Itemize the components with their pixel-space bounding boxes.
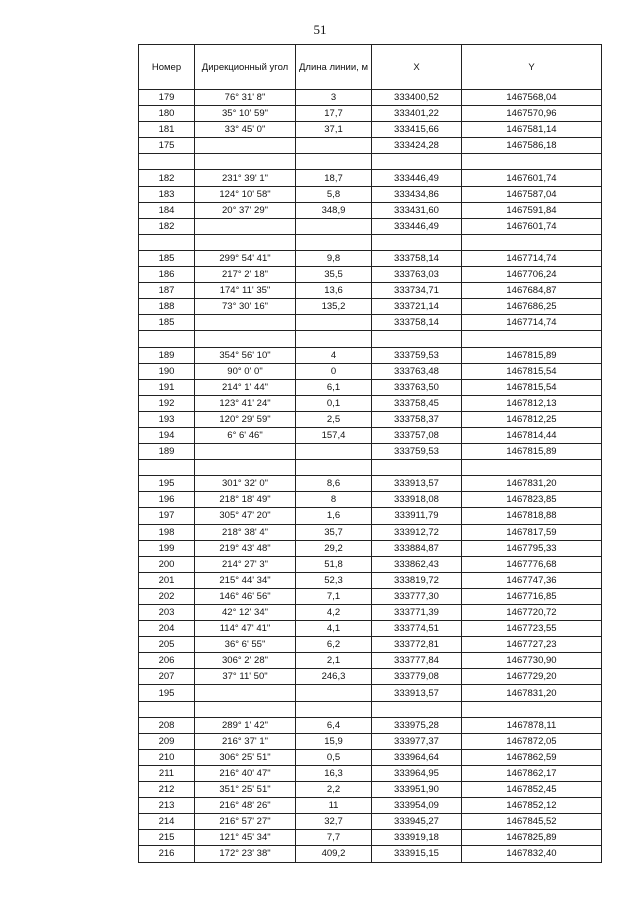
cell-bearing: 114° 47' 41"	[195, 621, 296, 637]
cell-x: 333777,84	[372, 653, 462, 669]
table-row	[139, 733, 602, 749]
cell-number: 202	[139, 588, 195, 604]
cell-y: 1467818,88	[462, 508, 602, 524]
cell-bearing: 351° 25' 51"	[195, 782, 296, 798]
cell-length: 246,3	[296, 669, 372, 685]
cell-y: 1467812,13	[462, 395, 602, 411]
cell-length: 15,9	[296, 733, 372, 749]
table-body	[139, 90, 602, 863]
cell-bearing: 73° 30' 16"	[195, 299, 296, 315]
cell-number: 190	[139, 363, 195, 379]
cell-x: 333945,27	[372, 814, 462, 830]
cell-number: 179	[139, 90, 195, 106]
cell-length: 11	[296, 798, 372, 814]
cell-bearing	[195, 234, 296, 250]
cell-y: 1467727,23	[462, 637, 602, 653]
table-row	[139, 411, 602, 427]
table-row	[139, 540, 602, 556]
cell-y	[462, 234, 602, 250]
cell-bearing: 6° 6' 46"	[195, 427, 296, 443]
cell-x: 333759,53	[372, 347, 462, 363]
cell-number	[139, 234, 195, 250]
cell-y: 1467823,85	[462, 492, 602, 508]
table-row	[139, 653, 602, 669]
cell-bearing	[195, 218, 296, 234]
cell-x: 333434,86	[372, 186, 462, 202]
cell-bearing	[195, 138, 296, 154]
cell-y: 1467714,74	[462, 250, 602, 266]
cell-x: 333964,64	[372, 749, 462, 765]
cell-y: 1467723,55	[462, 621, 602, 637]
table-row	[139, 572, 602, 588]
cell-bearing: 305° 47' 20"	[195, 508, 296, 524]
table-row	[139, 170, 602, 186]
cell-number: 215	[139, 830, 195, 846]
table-row	[139, 717, 602, 733]
cell-bearing: 299° 54' 41"	[195, 250, 296, 266]
cell-number: 201	[139, 572, 195, 588]
cell-bearing: 37° 11' 50"	[195, 669, 296, 685]
cell-number	[139, 331, 195, 347]
cell-x: 333763,50	[372, 379, 462, 395]
cell-number: 195	[139, 476, 195, 492]
cell-y: 1467852,12	[462, 798, 602, 814]
cell-y: 1467586,18	[462, 138, 602, 154]
cell-x: 333884,87	[372, 540, 462, 556]
cell-length: 0,5	[296, 749, 372, 765]
cell-y: 1467814,44	[462, 427, 602, 443]
cell-number: 205	[139, 637, 195, 653]
cell-bearing: 174° 11' 35"	[195, 283, 296, 299]
cell-bearing: 90° 0' 0"	[195, 363, 296, 379]
cell-number: 183	[139, 186, 195, 202]
cell-y: 1467720,72	[462, 605, 602, 621]
table-row	[139, 299, 602, 315]
cell-x: 333721,14	[372, 299, 462, 315]
table-row	[139, 621, 602, 637]
cell-x: 333446,49	[372, 170, 462, 186]
cell-number: 197	[139, 508, 195, 524]
cell-x	[372, 460, 462, 476]
cell-number: 193	[139, 411, 195, 427]
cell-y: 1467817,59	[462, 524, 602, 540]
cell-y: 1467852,45	[462, 782, 602, 798]
cell-bearing: 124° 10' 58"	[195, 186, 296, 202]
cell-bearing: 301° 32' 0"	[195, 476, 296, 492]
cell-y: 1467812,25	[462, 411, 602, 427]
cell-number: 186	[139, 267, 195, 283]
cell-number: 189	[139, 444, 195, 460]
table-row	[139, 106, 602, 122]
table-row	[139, 701, 602, 717]
cell-y: 1467570,96	[462, 106, 602, 122]
page-number: 51	[313, 22, 327, 37]
cell-y	[462, 701, 602, 717]
cell-length: 8,6	[296, 476, 372, 492]
cell-bearing: 120° 29' 59"	[195, 411, 296, 427]
table-row	[139, 830, 602, 846]
cell-number: 185	[139, 250, 195, 266]
cell-number: 214	[139, 814, 195, 830]
cell-length: 6,1	[296, 379, 372, 395]
table-header	[139, 45, 602, 90]
cell-number: 213	[139, 798, 195, 814]
cell-x: 333977,37	[372, 733, 462, 749]
cell-number: 195	[139, 685, 195, 701]
cell-x: 333758,45	[372, 395, 462, 411]
cell-length	[296, 685, 372, 701]
cell-number: 212	[139, 782, 195, 798]
cell-bearing	[195, 685, 296, 701]
cell-bearing	[195, 460, 296, 476]
table-row	[139, 749, 602, 765]
table-row	[139, 605, 602, 621]
cell-x: 333757,08	[372, 427, 462, 443]
cell-y: 1467714,74	[462, 315, 602, 331]
cell-length: 3	[296, 90, 372, 106]
cell-x: 333779,08	[372, 669, 462, 685]
cell-x	[372, 331, 462, 347]
cell-number: 192	[139, 395, 195, 411]
cell-x: 333415,66	[372, 122, 462, 138]
cell-bearing: 216° 48' 26"	[195, 798, 296, 814]
cell-number	[139, 154, 195, 170]
cell-x: 333954,09	[372, 798, 462, 814]
cell-x: 333401,22	[372, 106, 462, 122]
cell-x: 333758,14	[372, 315, 462, 331]
table-row	[139, 427, 602, 443]
cell-length: 409,2	[296, 846, 372, 862]
cell-y: 1467587,04	[462, 186, 602, 202]
cell-number: 216	[139, 846, 195, 862]
cell-number	[139, 701, 195, 717]
header-row	[139, 45, 602, 90]
cell-length: 4	[296, 347, 372, 363]
table-row	[139, 588, 602, 604]
cell-bearing: 231° 39' 1"	[195, 170, 296, 186]
cell-length: 7,7	[296, 830, 372, 846]
column-header-x: X	[372, 45, 462, 90]
cell-length: 29,2	[296, 540, 372, 556]
cell-length: 16,3	[296, 765, 372, 781]
cell-length: 9,8	[296, 250, 372, 266]
cell-y	[462, 331, 602, 347]
cell-number: 182	[139, 218, 195, 234]
cell-x: 333400,52	[372, 90, 462, 106]
cell-bearing	[195, 444, 296, 460]
cell-x: 333911,79	[372, 508, 462, 524]
cell-x: 333758,37	[372, 411, 462, 427]
cell-x: 333913,57	[372, 476, 462, 492]
cell-bearing: 306° 25' 51"	[195, 749, 296, 765]
cell-number: 210	[139, 749, 195, 765]
cell-y: 1467601,74	[462, 170, 602, 186]
table-row	[139, 782, 602, 798]
cell-length: 35,7	[296, 524, 372, 540]
cell-y: 1467686,25	[462, 299, 602, 315]
cell-bearing: 216° 57' 27"	[195, 814, 296, 830]
cell-bearing: 42° 12' 34"	[195, 605, 296, 621]
cell-y: 1467825,89	[462, 830, 602, 846]
cell-length: 4,1	[296, 621, 372, 637]
table-row	[139, 460, 602, 476]
cell-y: 1467815,54	[462, 379, 602, 395]
coordinates-table	[138, 44, 602, 863]
cell-y: 1467872,05	[462, 733, 602, 749]
table-row	[139, 315, 602, 331]
cell-x: 333975,28	[372, 717, 462, 733]
cell-length: 8	[296, 492, 372, 508]
table-row	[139, 90, 602, 106]
cell-x	[372, 701, 462, 717]
cell-y: 1467878,11	[462, 717, 602, 733]
cell-number: 200	[139, 556, 195, 572]
cell-length: 135,2	[296, 299, 372, 315]
cell-bearing: 146° 46' 56"	[195, 588, 296, 604]
cell-length: 13,6	[296, 283, 372, 299]
cell-bearing	[195, 154, 296, 170]
cell-number: 198	[139, 524, 195, 540]
table-row	[139, 508, 602, 524]
cell-number: 185	[139, 315, 195, 331]
cell-y	[462, 460, 602, 476]
cell-bearing: 218° 18' 49"	[195, 492, 296, 508]
cell-length	[296, 701, 372, 717]
cell-number: 184	[139, 202, 195, 218]
cell-x	[372, 234, 462, 250]
cell-number: 189	[139, 347, 195, 363]
cell-length: 0	[296, 363, 372, 379]
cell-bearing: 215° 44' 34"	[195, 572, 296, 588]
cell-length: 37,1	[296, 122, 372, 138]
cell-length: 52,3	[296, 572, 372, 588]
cell-bearing: 218° 38' 4"	[195, 524, 296, 540]
cell-length: 51,8	[296, 556, 372, 572]
table-row	[139, 669, 602, 685]
cell-y: 1467862,59	[462, 749, 602, 765]
cell-y	[462, 154, 602, 170]
cell-x: 333763,48	[372, 363, 462, 379]
cell-y: 1467706,24	[462, 267, 602, 283]
table-row	[139, 395, 602, 411]
cell-y: 1467747,36	[462, 572, 602, 588]
cell-length: 1,6	[296, 508, 372, 524]
cell-bearing: 214° 1' 44"	[195, 379, 296, 395]
cell-number: 199	[139, 540, 195, 556]
table-row	[139, 331, 602, 347]
cell-bearing: 306° 2' 28"	[195, 653, 296, 669]
cell-number: 188	[139, 299, 195, 315]
table-row	[139, 685, 602, 701]
cell-y: 1467776,68	[462, 556, 602, 572]
cell-x: 333763,03	[372, 267, 462, 283]
cell-y: 1467568,04	[462, 90, 602, 106]
cell-number: 182	[139, 170, 195, 186]
cell-y: 1467581,14	[462, 122, 602, 138]
table-row	[139, 476, 602, 492]
cell-length: 7,1	[296, 588, 372, 604]
cell-x: 333913,57	[372, 685, 462, 701]
cell-bearing	[195, 701, 296, 717]
cell-bearing: 289° 1' 42"	[195, 717, 296, 733]
table-row	[139, 186, 602, 202]
cell-y: 1467832,40	[462, 846, 602, 862]
column-header-number: Номер	[139, 45, 195, 90]
cell-x: 333915,15	[372, 846, 462, 862]
cell-bearing: 76° 31' 8"	[195, 90, 296, 106]
column-header-y: Y	[462, 45, 602, 90]
table-row	[139, 283, 602, 299]
table-row	[139, 154, 602, 170]
cell-y: 1467716,85	[462, 588, 602, 604]
cell-length	[296, 138, 372, 154]
table-row	[139, 347, 602, 363]
table-row	[139, 444, 602, 460]
cell-y: 1467831,20	[462, 476, 602, 492]
cell-x: 333431,60	[372, 202, 462, 218]
cell-bearing: 217° 2' 18"	[195, 267, 296, 283]
cell-x: 333424,28	[372, 138, 462, 154]
cell-bearing: 35° 10' 59"	[195, 106, 296, 122]
cell-length	[296, 444, 372, 460]
table-row	[139, 267, 602, 283]
cell-length: 4,2	[296, 605, 372, 621]
cell-number: 209	[139, 733, 195, 749]
cell-x: 333964,95	[372, 765, 462, 781]
table-row	[139, 492, 602, 508]
cell-x: 333446,49	[372, 218, 462, 234]
cell-x: 333777,30	[372, 588, 462, 604]
cell-x: 333819,72	[372, 572, 462, 588]
cell-number: 206	[139, 653, 195, 669]
cell-length: 0,1	[296, 395, 372, 411]
cell-length	[296, 234, 372, 250]
cell-x: 333919,18	[372, 830, 462, 846]
cell-y: 1467815,89	[462, 347, 602, 363]
cell-bearing: 214° 27' 3"	[195, 556, 296, 572]
cell-x: 333772,81	[372, 637, 462, 653]
table-row	[139, 218, 602, 234]
table-row	[139, 637, 602, 653]
cell-number: 181	[139, 122, 195, 138]
cell-number: 175	[139, 138, 195, 154]
cell-length	[296, 218, 372, 234]
cell-bearing: 20° 37' 29"	[195, 202, 296, 218]
cell-number: 196	[139, 492, 195, 508]
table-row	[139, 379, 602, 395]
cell-length: 348,9	[296, 202, 372, 218]
cell-number: 180	[139, 106, 195, 122]
cell-bearing: 354° 56' 10"	[195, 347, 296, 363]
cell-x: 333951,90	[372, 782, 462, 798]
cell-y: 1467815,89	[462, 444, 602, 460]
table-row	[139, 363, 602, 379]
cell-bearing: 36° 6' 55"	[195, 637, 296, 653]
column-header-bearing: Дирекционный угол	[195, 45, 296, 90]
cell-x: 333774,51	[372, 621, 462, 637]
cell-length: 35,5	[296, 267, 372, 283]
table-row	[139, 798, 602, 814]
table-row	[139, 556, 602, 572]
table-row	[139, 765, 602, 781]
cell-bearing	[195, 315, 296, 331]
cell-y: 1467601,74	[462, 218, 602, 234]
cell-number	[139, 460, 195, 476]
cell-length: 6,4	[296, 717, 372, 733]
cell-length	[296, 460, 372, 476]
cell-y: 1467684,87	[462, 283, 602, 299]
cell-bearing: 123° 41' 24"	[195, 395, 296, 411]
cell-y: 1467815,54	[462, 363, 602, 379]
cell-y: 1467831,20	[462, 685, 602, 701]
cell-length: 32,7	[296, 814, 372, 830]
cell-bearing: 216° 37' 1"	[195, 733, 296, 749]
table-row	[139, 138, 602, 154]
cell-number: 191	[139, 379, 195, 395]
cell-number: 211	[139, 765, 195, 781]
cell-number: 208	[139, 717, 195, 733]
cell-x: 333862,43	[372, 556, 462, 572]
cell-y: 1467795,33	[462, 540, 602, 556]
cell-length: 5,8	[296, 186, 372, 202]
cell-length: 2,1	[296, 653, 372, 669]
cell-number: 207	[139, 669, 195, 685]
cell-x: 333771,39	[372, 605, 462, 621]
column-header-length: Длина линии, м	[296, 45, 372, 90]
cell-length: 157,4	[296, 427, 372, 443]
cell-bearing	[195, 331, 296, 347]
cell-number: 203	[139, 605, 195, 621]
cell-x: 333734,71	[372, 283, 462, 299]
cell-bearing: 33° 45' 0"	[195, 122, 296, 138]
table-row	[139, 814, 602, 830]
cell-length: 2,2	[296, 782, 372, 798]
cell-bearing: 172° 23' 38"	[195, 846, 296, 862]
cell-number: 187	[139, 283, 195, 299]
cell-length	[296, 331, 372, 347]
cell-length	[296, 154, 372, 170]
cell-length: 18,7	[296, 170, 372, 186]
table-row	[139, 202, 602, 218]
cell-x: 333759,53	[372, 444, 462, 460]
cell-length	[296, 315, 372, 331]
cell-bearing: 216° 40' 47"	[195, 765, 296, 781]
table-row	[139, 846, 602, 862]
cell-y: 1467862,17	[462, 765, 602, 781]
cell-y: 1467730,90	[462, 653, 602, 669]
table-row	[139, 234, 602, 250]
cell-bearing: 121° 45' 34"	[195, 830, 296, 846]
cell-y: 1467591,84	[462, 202, 602, 218]
cell-x: 333758,14	[372, 250, 462, 266]
table-row	[139, 250, 602, 266]
cell-x	[372, 154, 462, 170]
cell-length: 6,2	[296, 637, 372, 653]
cell-y: 1467845,52	[462, 814, 602, 830]
cell-x: 333912,72	[372, 524, 462, 540]
cell-number: 194	[139, 427, 195, 443]
cell-bearing: 219° 43' 48"	[195, 540, 296, 556]
cell-x: 333918,08	[372, 492, 462, 508]
cell-length: 2,5	[296, 411, 372, 427]
table-row	[139, 122, 602, 138]
cell-length: 17,7	[296, 106, 372, 122]
cell-number: 204	[139, 621, 195, 637]
table-row	[139, 524, 602, 540]
cell-y: 1467729,20	[462, 669, 602, 685]
